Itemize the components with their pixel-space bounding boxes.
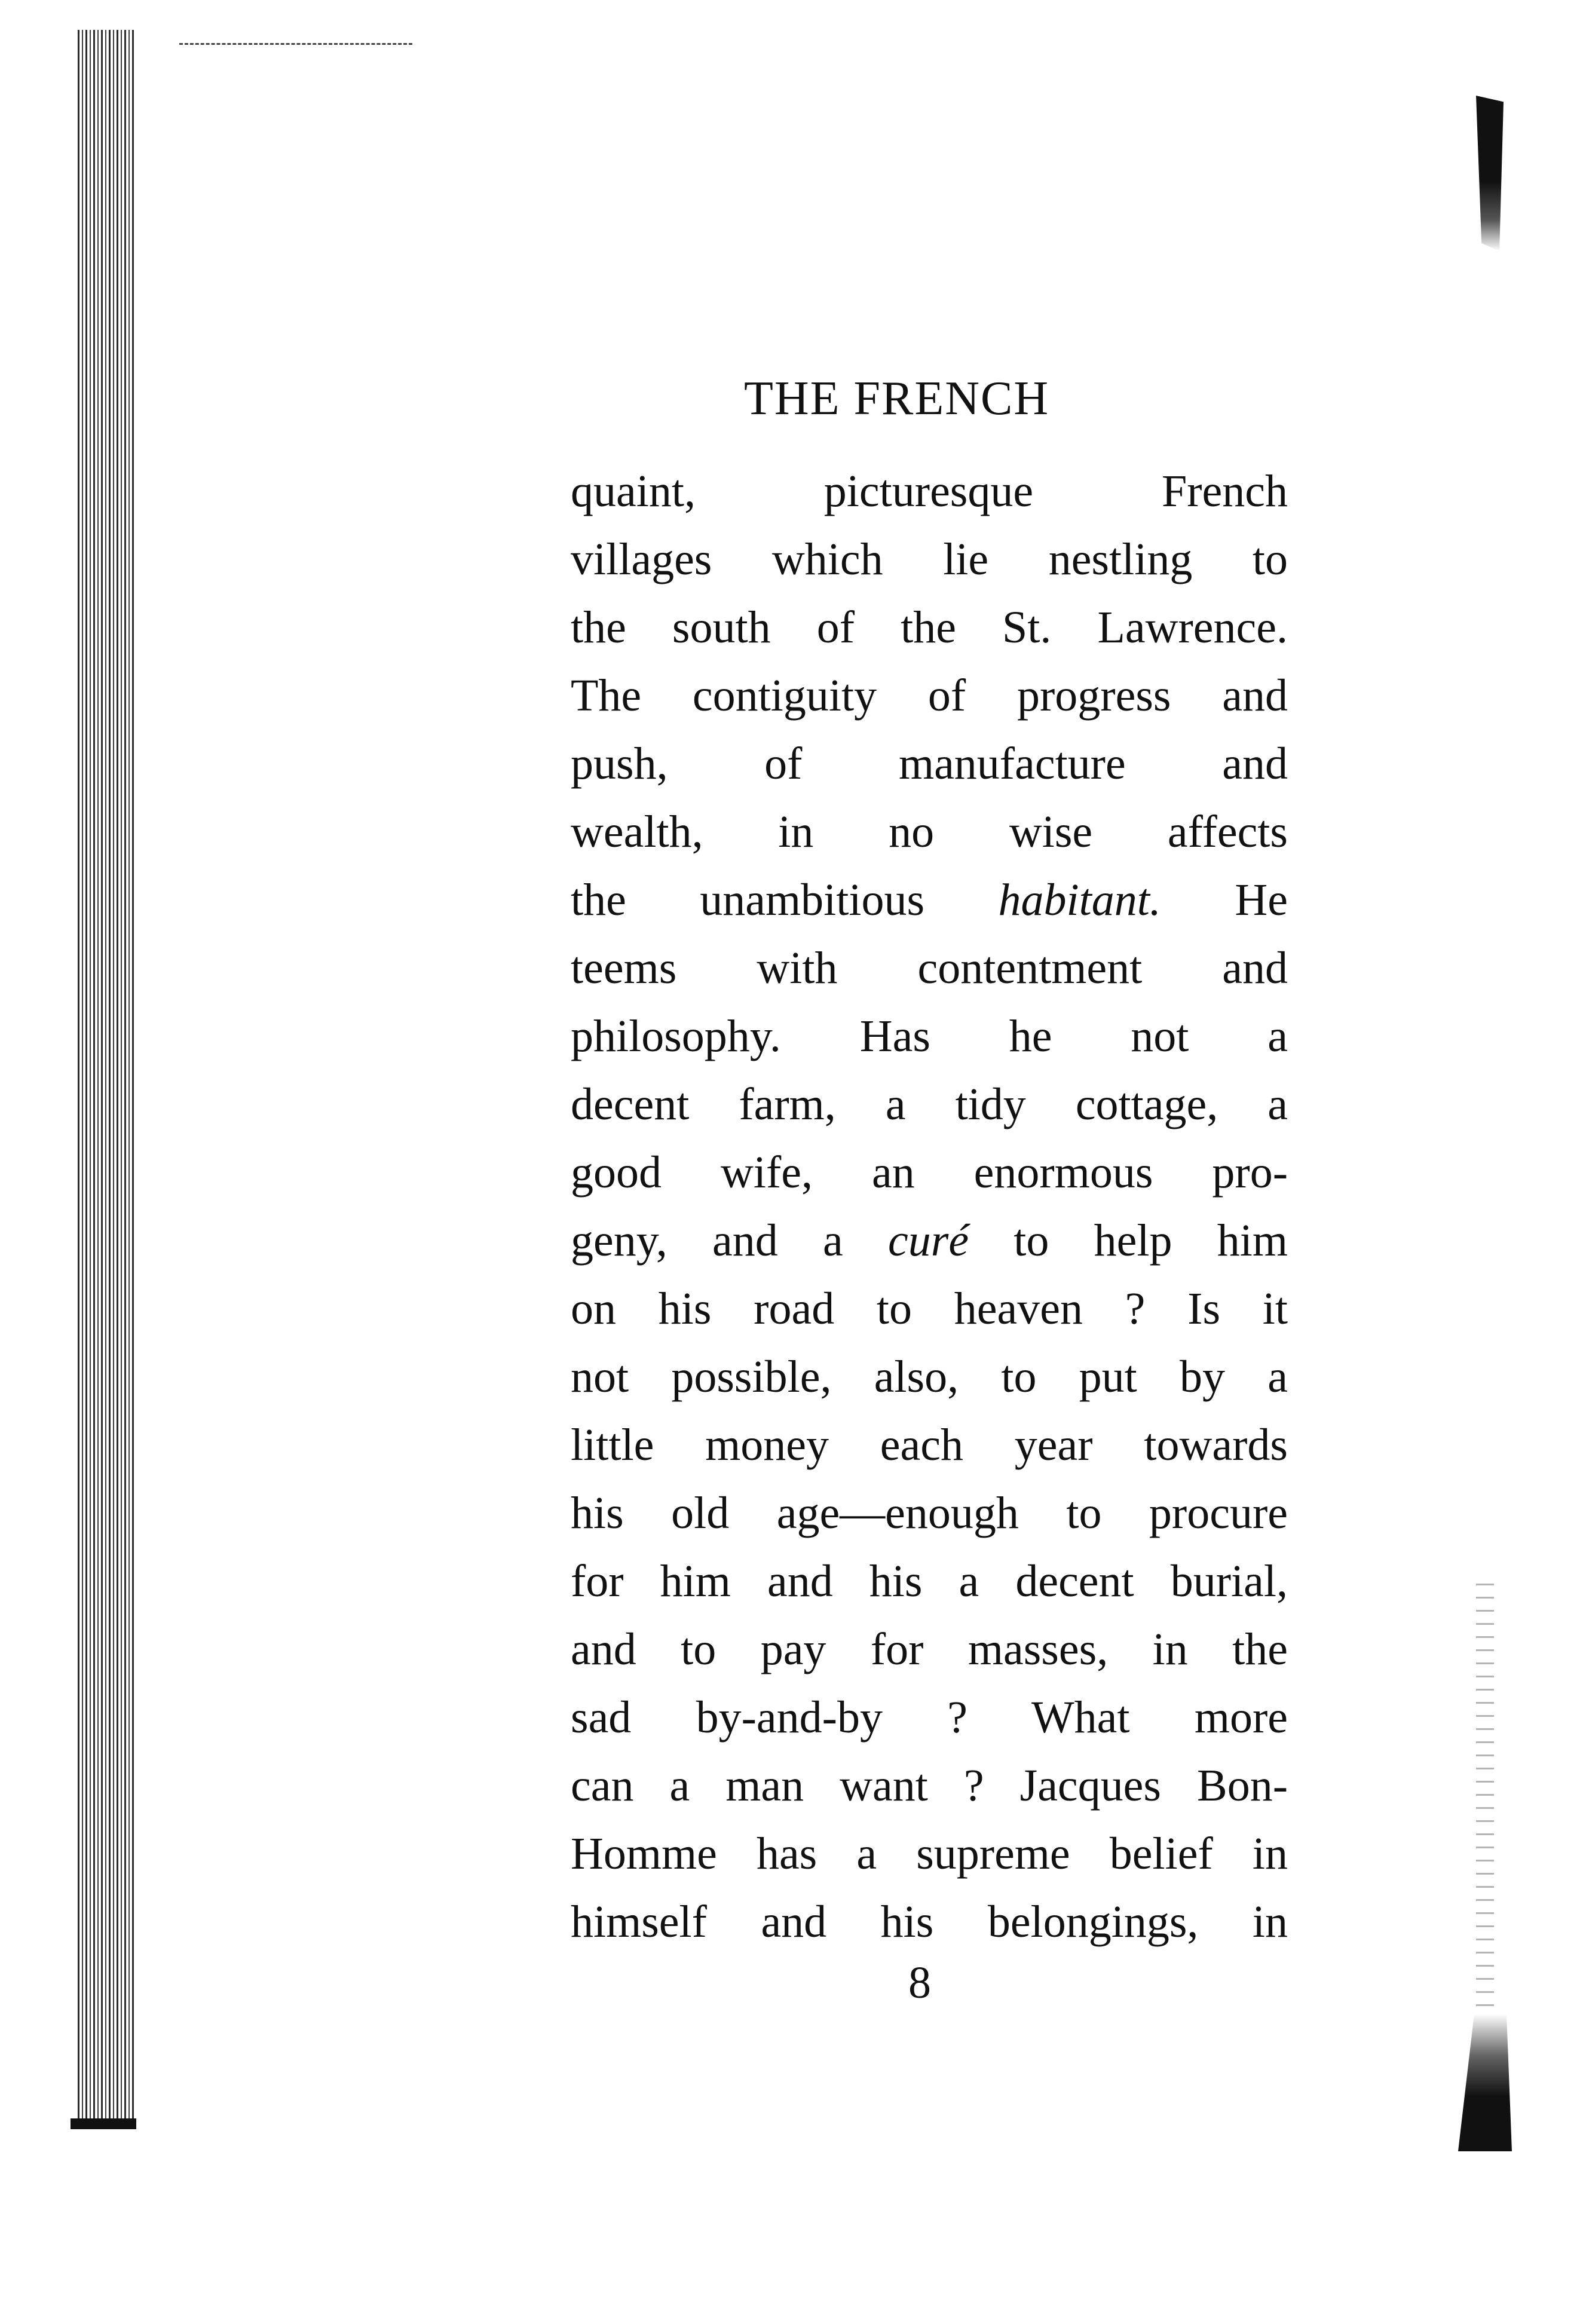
- text-line: [571, 1207, 1288, 1275]
- text-line: himself and his belongings, in: [571, 1897, 1288, 1947]
- running-head: THE FRENCH: [744, 372, 1050, 425]
- text-line: teems with contentment and: [571, 943, 1288, 993]
- text-line: push, of manufacture and: [571, 739, 1288, 789]
- text-line: wealth, in no wise affects: [571, 807, 1288, 857]
- italic-word: curé: [888, 1215, 969, 1266]
- text-line: can a man want ? Jacques Bon-: [571, 1760, 1288, 1811]
- right-edge-speckle: [1476, 1584, 1494, 2014]
- text-line: on his road to heaven ? Is it: [571, 1284, 1288, 1334]
- text-run: to help him: [969, 1215, 1288, 1266]
- text-line: sad by-and-by ? What more: [571, 1692, 1288, 1743]
- text-line: [571, 866, 1288, 934]
- text-run: geny, and a: [571, 1215, 889, 1266]
- text-line: not possible, also, to put by a: [571, 1352, 1288, 1402]
- text-run: the unambitious: [571, 875, 999, 925]
- right-edge-mark-bottom: [1458, 2014, 1512, 2151]
- body-text: [571, 457, 1288, 1956]
- italic-word: habitant.: [998, 875, 1161, 925]
- text-run: He: [1161, 875, 1288, 925]
- text-line: quaint, picturesque French: [571, 466, 1288, 516]
- text-line: the south of the St. Lawrence.: [571, 602, 1288, 653]
- text-line: little money each year towards: [571, 1420, 1288, 1470]
- page-number: 8: [908, 1958, 931, 2008]
- text-line: philosophy. Has he not a: [571, 1011, 1288, 1061]
- binding-gutter-base: [71, 2118, 136, 2129]
- text-line: good wife, an enormous pro-: [571, 1147, 1288, 1198]
- binding-gutter-artifact: [78, 30, 134, 2127]
- text-line: for him and his a decent burial,: [571, 1556, 1288, 1606]
- text-line: and to pay for masses, in the: [571, 1624, 1288, 1674]
- text-line: decent farm, a tidy cottage, a: [571, 1079, 1288, 1129]
- text-line: his old age—enough to procure: [571, 1488, 1288, 1538]
- text-line: Homme has a supreme belief in: [571, 1829, 1288, 1879]
- scan-dashed-mark: [179, 43, 412, 45]
- right-edge-mark-top: [1476, 96, 1504, 251]
- text-line: The contiguity of progress and: [571, 670, 1288, 721]
- text-line: villages which lie nestling to: [571, 534, 1288, 584]
